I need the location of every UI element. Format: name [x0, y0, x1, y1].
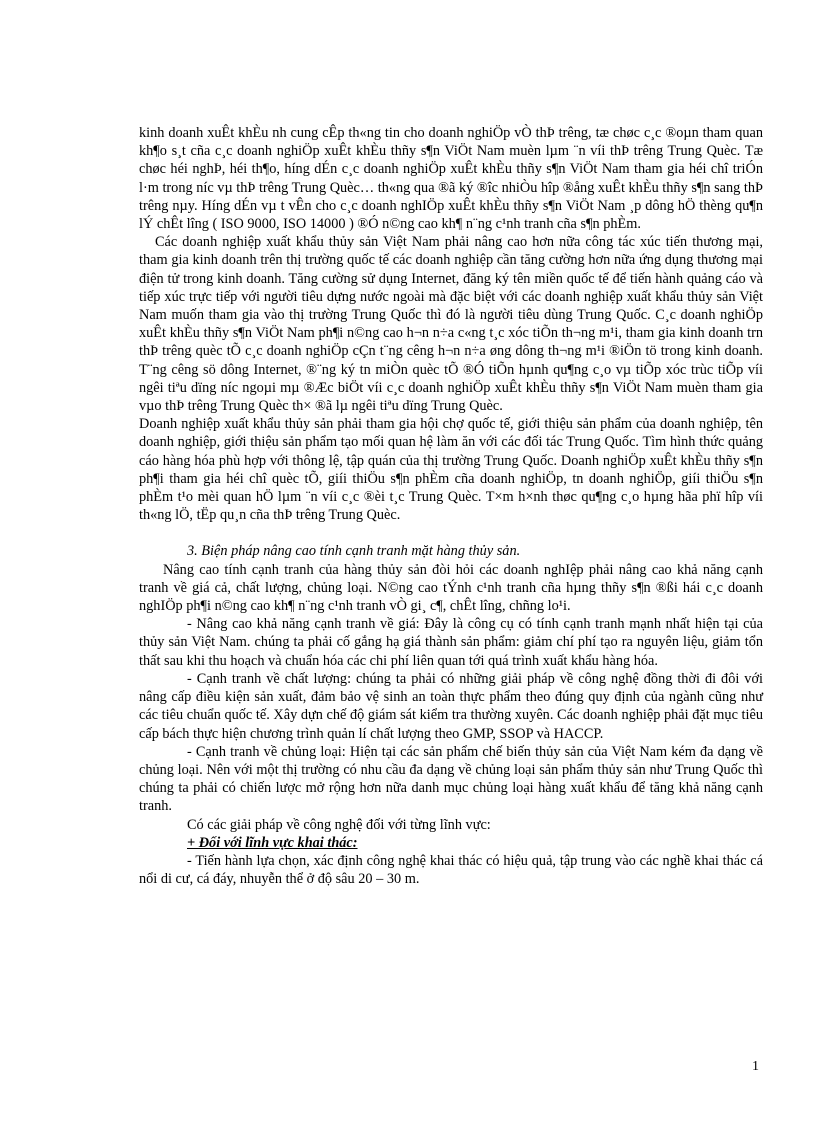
subheading	[139, 834, 763, 852]
section-heading: 3. Biện pháp nâng cao tính cạnh tranh mặt hàng thủy sản.	[187, 543, 521, 560]
section-paragraph-1: Nâng cao tính cạnh tranh của hàng thủy sản đòi hỏi các doanh nghIệp phải nâng cao khả năng cạnh tranh về giá cả, chất lượng, chủng loại. N©ng cao tÝnh c¹nh tranh cña hµng thñy s¶n ®ßi hái c¸c doanh nghIÖp ph¶i n©ng cao kh¶ n¨ng c¹nh tranh vÒ gi¸ c¶, chÊt lîng, chñng lo¹i.	[139, 561, 763, 615]
last-paragraph: - Tiến hành lựa chọn, xác định công nghệ khai thác có hiệu quả, tập trung vào các nghề khai thác cá nổi di cư, cá đáy, nhuyễn thể ở độ sâu 20 – 30 m.	[139, 852, 763, 888]
document-body	[139, 124, 763, 888]
paragraph-3: Doanh nghiệp xuất khẩu thủy sản phải tham gia hội chợ quốc tế, giới thiệu sản phẩm của doanh nghiệp, tên doanh nghiệp, giới thiệu sản phẩm tạo mối quan hệ làm ăn với các đối tác Trung Quốc. Tìm hình thức quảng cáo hàng hóa phù hợp với thông lệ, tập quán của thị trường Trung Quốc. Doanh nghiÖp xuÊt khÈu thñy s¶n ph¶i tham gia héi chî quèc tÕ, giíi thiÖu s¶n phÈm cña doanh nghiÖp, tn doanh nghiÖp, giíi thiÖu s¶n phÈm t¹o mèi quan hÖ lµm ¨n víi c¸c ®èi t¸c Trung Quèc. T×m h×nh thøc qu¶ng c¸o hµng hãa phï hîp víi th«ng lÖ, tËp qu¸n cña thÞ trêng Trung Quèc.	[139, 416, 763, 524]
section-paragraph-5: Có các giải pháp về công nghệ đối với từng lĩnh vực:	[187, 816, 491, 833]
paragraph-gap	[139, 524, 763, 542]
section-paragraph-3: - Cạnh tranh về chất lượng: chúng ta phải có những giải pháp về công nghệ đồng thời đi đôi với nâng cấp điều kiện sản xuất, đảm bảo vệ sinh an toàn thực phẩm theo đúng quy định của ngành cũng như các tiêu chuẩn quốc tế. Xây dựn chế độ giám sát kiểm tra thường xuyên. Các doanh nghiệp phải đặt mục tiêu cấp bách thực hiện chương trình quản lí chất lượng theo GMP, SSOP và HACCP.	[139, 670, 763, 742]
section-paragraph-4: - Cạnh tranh về chủng loại: Hiện tại các sản phẩm chế biến thủy sản của Việt Nam kém đa dạng về chủng loại. Nên với một thị trường có nhu cầu đa dạng về chủng loại sản phẩm thủy sản như Trung Quốc thì chúng ta phải có chiến lược mở rộng hơn nữa danh mục chủng loại hàng xuất khẩu để tăng khả năng cạnh tranh.	[139, 743, 763, 815]
subheading-text: + Đối với lĩnh vực khai thác:	[187, 834, 358, 851]
paragraph-2: Các doanh nghiệp xuất khẩu thủy sản Việt Nam phải nâng cao hơn nữa công tác xúc tiến thương mại, tham gia kinh doanh trên thị trường quốc tế các doanh nghiệp cần tăng cường hơn nữa ứng dụng thương mại điện tử trong kinh doanh. Tăng cường sử dụng Internet, đăng ký tên miền quốc tế để tiến hành quảng cáo và tiếp xúc trực tiếp với người tiêu dựng nước ngoài mà đặc biệt với các doanh nghiệp xuất khẩu thủy sản Việt Nam muốn tham gia vào thị trường Trung Quốc thì đó là người tiêu dùng Trung Quốc. C¸c doanh nghiÖp xuÊt khÈu thñy s¶n ViÖt Nam ph¶i n©ng cao h¬n n÷a c«ng t¸c xóc tiÕn th¬ng m¹i, tham gia kinh doanh trn thÞ trêng quèc tÕ c¸c doanh nghiÖp cÇn t¨ng cêng h¬n n÷a øng dông th¬ng m¹i ®iÖn tö trong kinh doanh. T¨ng cêng sö dông Internet, ®¨ng ký tn miÒn quèc tÕ ®Ó tiÕn hµnh qu¶ng c¸o vµ tiÕp xóc trùc tiÕp víi ngêi tiªu dïng níc ngoµi mµ ®Æc biÖt víi c¸c doanh nghiÖp xuÊt khÈu thñy s¶n ViÖt Nam muèn tham gia vµo thÞ trêng Trung Quèc th× ®ã lµ ngêi tiªu dïng Trung Quèc.	[139, 234, 763, 415]
paragraph-1: kinh doanh xuÊt khÈu nh cung cÊp th«ng tin cho doanh nghiÖp vÒ thÞ trêng, tæ chøc c¸c ®oµn tham quan kh¶o s¸t cña c¸c doanh nghiÖp xuÊt khÈu thñy s¶n ViÖt Nam muèn lµm ¨n víi thÞ trêng Trung Quèc. Tæ chøc héi nghÞ, héi th¶o, híng dÉn c¸c doanh nghiÖp xuÊt khÈu thñy s¶n ViÖt Nam tham gia héi chî triÓn l·m trong níc vµ thÞ trêng Trung Quèc… th«ng qua ®ã ký ®îc nhiÒu hîp ®ång xuÊt khÈu thñy s¶n sang thÞ trêng nµy. Híng dÉn vµ t vÊn cho c¸c doanh nghIÖp xuÊt khÈu thñy s¶n ViÖt Nam ¸p dông hÖ thèng qu¶n lÝ chÊt lîng ( ISO 9000, ISO 14000 ) ®Ó n©ng cao kh¶ n¨ng c¹nh tranh cña s¶n phÈm.	[139, 125, 763, 233]
page-number: 1	[752, 1059, 759, 1074]
section-paragraph-2: - Nâng cao khả năng cạnh tranh về giá: Đây là công cụ có tính cạnh tranh mạnh nhất hiện tại của thủy sản Việt Nam. chúng ta phải cố gắng hạ giá thành sản phẩm: giảm chí phí tạo ra nguyên liệu, giảm tổn thất sau khi thu hoạch và chuẩn hóa các chi phí liên quan tới quá trình xuất khẩu hàng hóa.	[139, 616, 763, 669]
